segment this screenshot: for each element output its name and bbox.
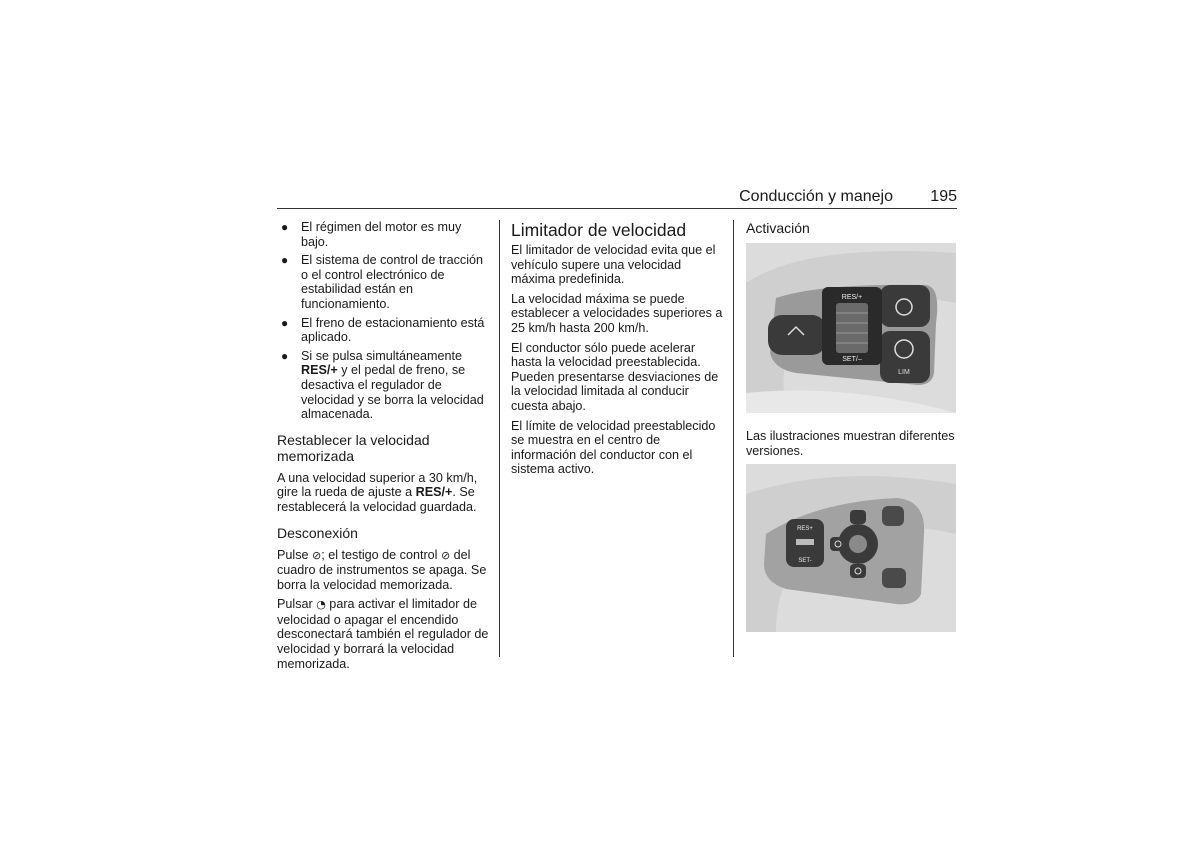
speed-limiter-button[interactable] xyxy=(850,510,866,524)
section-heading: Activación xyxy=(746,220,810,236)
page-number: 195 xyxy=(930,188,957,205)
speed-limiter-on-button[interactable] xyxy=(880,285,930,327)
section-heading: Restablecer la velocidad memorizada xyxy=(277,431,430,464)
column-3 xyxy=(746,220,957,632)
paragraph: El límite de velocidad preestablecido se muestra en el centro de información del conductor con el sistema activo. xyxy=(511,418,716,477)
svg-text:RES+: RES+ xyxy=(797,526,813,533)
paragraph: Pulse ⊘; el testigo de control ⊘ del cuadro de instrumentos se apaga. Se borra la velocidad memorizada. xyxy=(277,547,487,592)
cruise-control-icon: ⊘ xyxy=(440,548,451,562)
list-item: ● Si se pulsa simultáneamente RES/+ y el pedal de freno, se desactiva el regulador de velocidad y se borra la velocidad almacenada. xyxy=(281,348,484,422)
column-1 xyxy=(277,220,489,676)
svg-text:SET-: SET- xyxy=(798,558,812,565)
column-divider xyxy=(499,220,500,657)
bullet-icon: ● xyxy=(281,348,289,363)
bullet-icon: ● xyxy=(281,220,289,234)
paragraph: La velocidad máxima se puede establecer a velocidades superiores a 25 km/h hasta 200 km/h. xyxy=(511,291,723,335)
cruise-cancel-button[interactable] xyxy=(830,537,842,551)
paragraph: El limitador de velocidad evita que el vehículo supere una velocidad máxima predefinida. xyxy=(511,243,716,287)
page-header xyxy=(277,188,957,209)
cruise-control-icon: ⊘ xyxy=(312,548,322,562)
speed-limiter-icon: ◔ xyxy=(316,598,326,612)
adjust-wheel[interactable] xyxy=(796,539,814,545)
paragraph: Pulsar ◔ para activar el limitador de velocidad o apagar el encendido desconectará también el regulador de velocidad y borrará la velocidad memorizada. xyxy=(277,597,489,671)
list-item: ● El freno de estacionamiento está aplicado. xyxy=(281,315,485,345)
condition-list xyxy=(277,220,489,422)
svg-text:RES/+: RES/+ xyxy=(841,294,863,301)
figure-caption: Las ilustraciones muestran diferentes versiones. xyxy=(746,429,955,458)
steering-wheel-figure-1 xyxy=(746,243,956,413)
chapter-title: Conducción y manejo xyxy=(739,188,893,205)
paragraph: A una velocidad superior a 30 km/h, gire la rueda de ajuste a RES/+. Se restablecerá la velocidad guardada. xyxy=(277,470,478,514)
column-2 xyxy=(511,220,723,482)
paragraph: El conductor sólo puede acelerar hasta la velocidad preestablecida. Pueden presentarse desviaciones de la velocidad limitada al conducir cuesta abajo. xyxy=(511,340,719,413)
steering-wheel-figure-2 xyxy=(746,464,956,632)
section-title: Limitador de velocidad xyxy=(511,220,687,240)
cruise-control-button[interactable] xyxy=(768,315,826,355)
list-item: ● El régimen del motor es muy bajo. xyxy=(281,220,462,249)
distance-button[interactable] xyxy=(882,568,906,588)
svg-text:SET/–: SET/– xyxy=(842,356,862,363)
list-item: ● El sistema de control de tracción o el control electrónico de estabilidad están en funcionamiento. xyxy=(281,253,483,311)
adjust-wheel[interactable] xyxy=(836,303,868,353)
bullet-icon: ● xyxy=(281,315,289,330)
column-divider xyxy=(733,220,734,657)
speedometer-button[interactable] xyxy=(882,506,904,526)
cruise-on-button[interactable] xyxy=(850,564,866,578)
section-heading: Desconexión xyxy=(277,524,358,541)
bullet-icon: ● xyxy=(281,253,289,268)
center-button[interactable] xyxy=(849,535,867,553)
svg-text:LIM: LIM xyxy=(898,369,910,376)
